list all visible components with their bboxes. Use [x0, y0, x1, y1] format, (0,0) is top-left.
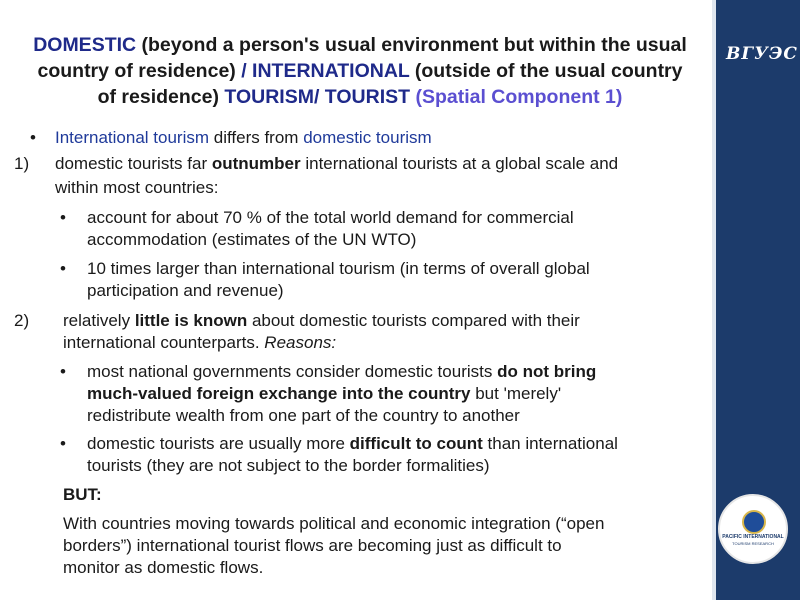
- sub-bullet-marker: •: [60, 259, 66, 278]
- seal-text: PACIFIC INTERNATIONAL: [722, 534, 784, 540]
- list-number-2: 2): [14, 311, 30, 330]
- list-item-2-line2: international counterparts. Reasons:: [63, 333, 337, 352]
- sub-bullet-3-line1: most national governments consider domestic tourists do not bring: [87, 362, 597, 381]
- closing-paragraph-line3: monitor as domestic flows.: [63, 558, 264, 577]
- sub-bullet-2-line2: participation and revenue): [87, 281, 284, 300]
- title-domestic: DOMESTIC: [33, 34, 137, 56]
- list-item-2-line1: relatively little is known about domestic tourists compared with their: [63, 311, 580, 330]
- sub-bullet-marker: •: [60, 434, 66, 453]
- sub-bullet-marker: •: [60, 208, 66, 227]
- sub-bullet-2-line1: 10 times larger than international tourism (in terms of overall global: [87, 259, 590, 278]
- sub-bullet-1-line2: accommodation (estimates of the UN WTO): [87, 230, 417, 249]
- closing-paragraph-line2: borders”) international tourist flows are becoming just as difficult to: [63, 536, 562, 555]
- university-logo: ВГУЭС: [726, 44, 798, 64]
- seal-emblem-icon: [742, 510, 766, 534]
- sub-bullet-4-line2: tourists (they are not subject to the border formalities): [87, 456, 490, 475]
- title-line3a: of residence): [97, 86, 219, 108]
- bullet-marker: •: [30, 128, 36, 147]
- sub-bullet-3-line3: redistribute wealth from one part of the country to another: [87, 406, 520, 425]
- closing-paragraph-line1: With countries moving towards political and economic integration (“open: [63, 514, 605, 533]
- sub-bullet-3-line2: much-valued foreign exchange into the country but 'merely': [87, 384, 562, 403]
- title-international: / INTERNATIONAL: [235, 60, 410, 82]
- sub-bullet-1-line1: account for about 70 % of the total world demand for commercial: [87, 208, 574, 227]
- title-paren1: (beyond a person's usual environment but within the usual: [136, 34, 687, 56]
- but-label: BUT:: [63, 485, 102, 504]
- seal-logo: [718, 494, 788, 564]
- list-number-1: 1): [14, 154, 30, 173]
- sub-bullet-marker: •: [60, 362, 66, 381]
- title-spatial: (Spatial Component 1): [410, 86, 623, 108]
- sidebar-edge: [712, 0, 716, 600]
- seal-subtext: TOURISM RESEARCH: [732, 541, 774, 546]
- title-paren2: (outside of the usual country: [409, 60, 683, 82]
- list-item-1-line2: within most countries:: [55, 178, 219, 197]
- list-item-1-line1: domestic tourists far outnumber international tourists at a global scale and: [55, 154, 619, 173]
- bullet-intro: International tourism differs from domestic tourism: [55, 128, 432, 147]
- title-line2a: country of residence): [37, 60, 236, 82]
- sub-bullet-4-line1: domestic tourists are usually more difficult to count than international: [87, 434, 618, 453]
- title-tourism: TOURISM/ TOURIST: [218, 86, 411, 108]
